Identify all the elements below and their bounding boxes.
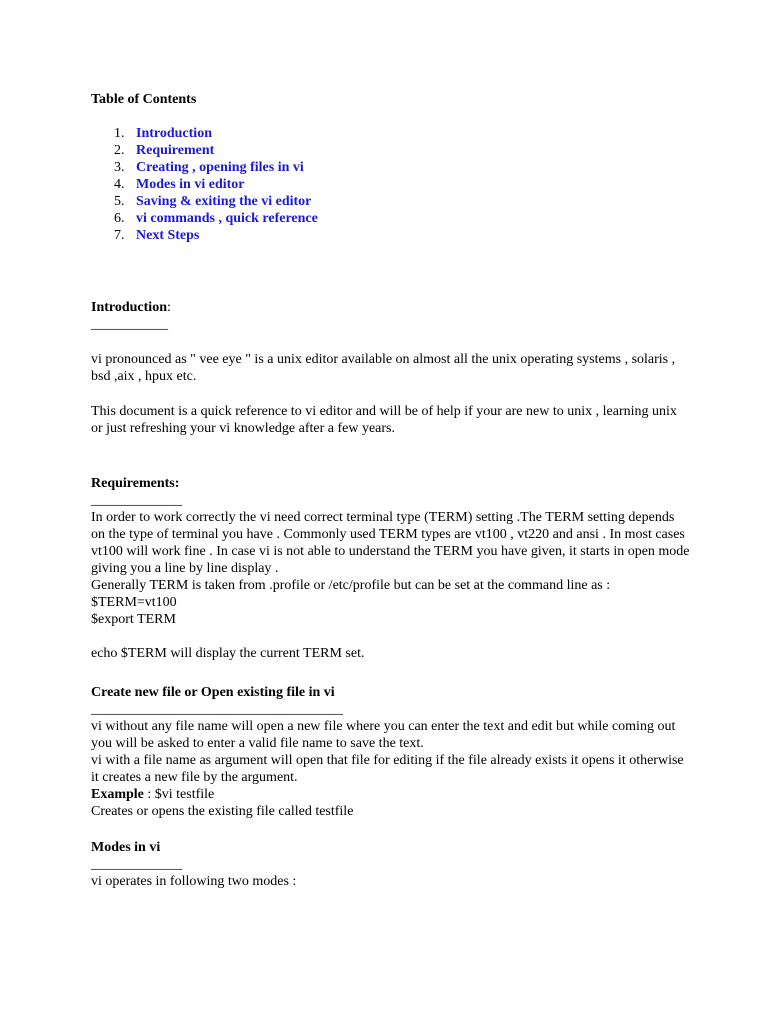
intro-paragraph-1 bbox=[91, 351, 691, 385]
toc-section bbox=[91, 91, 691, 244]
requirements-heading: Requirements: bbox=[91, 476, 180, 491]
toc-number-text: 2. bbox=[114, 143, 125, 158]
intro-section bbox=[91, 299, 691, 333]
toc-number-text: 3. bbox=[114, 160, 125, 175]
modes-section bbox=[91, 839, 691, 890]
intro-paragraph-2 bbox=[91, 403, 691, 437]
toc-item-number bbox=[91, 176, 136, 193]
modes-rule: _____________ bbox=[91, 857, 182, 872]
requirements-text-2: Generally TERM is taken from .profile or /etc/profile but can be set at the command line as : bbox=[91, 578, 611, 593]
toc-item bbox=[91, 142, 691, 159]
toc-item bbox=[91, 159, 691, 176]
toc-item-number bbox=[91, 159, 136, 176]
intro-heading-colon: : bbox=[166, 300, 171, 315]
toc-link[interactable]: Creating , opening files in vi bbox=[136, 160, 304, 175]
toc-link[interactable]: Requirement bbox=[136, 143, 215, 158]
requirements-text-3: echo $TERM will display the current TERM set. bbox=[91, 646, 365, 661]
requirements-section bbox=[91, 475, 691, 662]
toc-title: Table of Contents bbox=[91, 92, 197, 107]
toc-item bbox=[91, 227, 691, 244]
toc-link[interactable]: Modes in vi editor bbox=[136, 177, 245, 192]
create-heading: Create new file or Open existing file in vi bbox=[91, 685, 335, 700]
toc-link[interactable]: Next Steps bbox=[136, 228, 200, 243]
toc-item-number bbox=[91, 210, 136, 227]
toc-number-text: 5. bbox=[114, 194, 125, 209]
requirements-cmd-2: $export TERM bbox=[91, 612, 176, 627]
modes-heading: Modes in vi bbox=[91, 840, 161, 855]
toc-link[interactable]: Saving & exiting the vi editor bbox=[136, 194, 312, 209]
create-text-3: Creates or opens the existing file called testfile bbox=[91, 804, 354, 819]
toc-number-text: 7. bbox=[114, 228, 125, 243]
example-text: : $vi testfile bbox=[143, 787, 215, 802]
create-text-2: vi with a file name as argument will open that file for editing if the file already exists it opens it otherwise it creates a new file by the argument. bbox=[91, 753, 684, 785]
toc-item bbox=[91, 125, 691, 142]
requirements-cmd-1: $TERM=vt100 bbox=[91, 595, 177, 610]
toc-item-number bbox=[91, 193, 136, 210]
toc-number-text: 4. bbox=[114, 177, 125, 192]
toc-number-text: 1. bbox=[114, 126, 125, 141]
toc-link[interactable]: vi commands , quick reference bbox=[136, 211, 318, 226]
intro-heading: Introduction bbox=[91, 300, 167, 315]
intro-text-2: This document is a quick reference to vi editor and will be of help if your are new to unix , learning unix or just refreshing your vi knowledge after a few years. bbox=[91, 404, 677, 436]
toc-number-text: 6. bbox=[114, 211, 125, 226]
create-text-1: vi without any file name will open a new file where you can enter the text and edit but while coming out you will be asked to enter a valid file name to save the text. bbox=[91, 719, 676, 751]
example-label: Example bbox=[91, 787, 144, 802]
toc-item bbox=[91, 193, 691, 210]
intro-rule: ___________ bbox=[91, 317, 168, 332]
modes-text-1: vi operates in following two modes : bbox=[91, 874, 297, 889]
intro-text-1: vi pronounced as " vee eye " is a unix editor available on almost all the unix operating systems , solaris , bsd ,aix , hpux etc. bbox=[91, 352, 676, 384]
create-example bbox=[91, 786, 691, 803]
create-rule: ____________________________________ bbox=[91, 702, 343, 717]
requirements-rule: _____________ bbox=[91, 493, 182, 508]
toc-item bbox=[91, 210, 691, 227]
toc-link[interactable]: Introduction bbox=[136, 126, 212, 141]
toc-item-number bbox=[91, 227, 136, 244]
requirements-text-1: In order to work correctly the vi need correct terminal type (TERM) setting .The TERM setting depends on the type of terminal you have . Commonly used TERM types are vt100 , vt220 and ansi . In most cases vt100 will work fine . In case vi is not able to understand the TERM you have given, it starts in open mode giving you a line by line display . bbox=[91, 510, 690, 576]
toc-item-number bbox=[91, 142, 136, 159]
create-section bbox=[91, 684, 691, 820]
toc-list bbox=[91, 125, 691, 244]
toc-item bbox=[91, 176, 691, 193]
toc-item-number bbox=[91, 125, 136, 142]
